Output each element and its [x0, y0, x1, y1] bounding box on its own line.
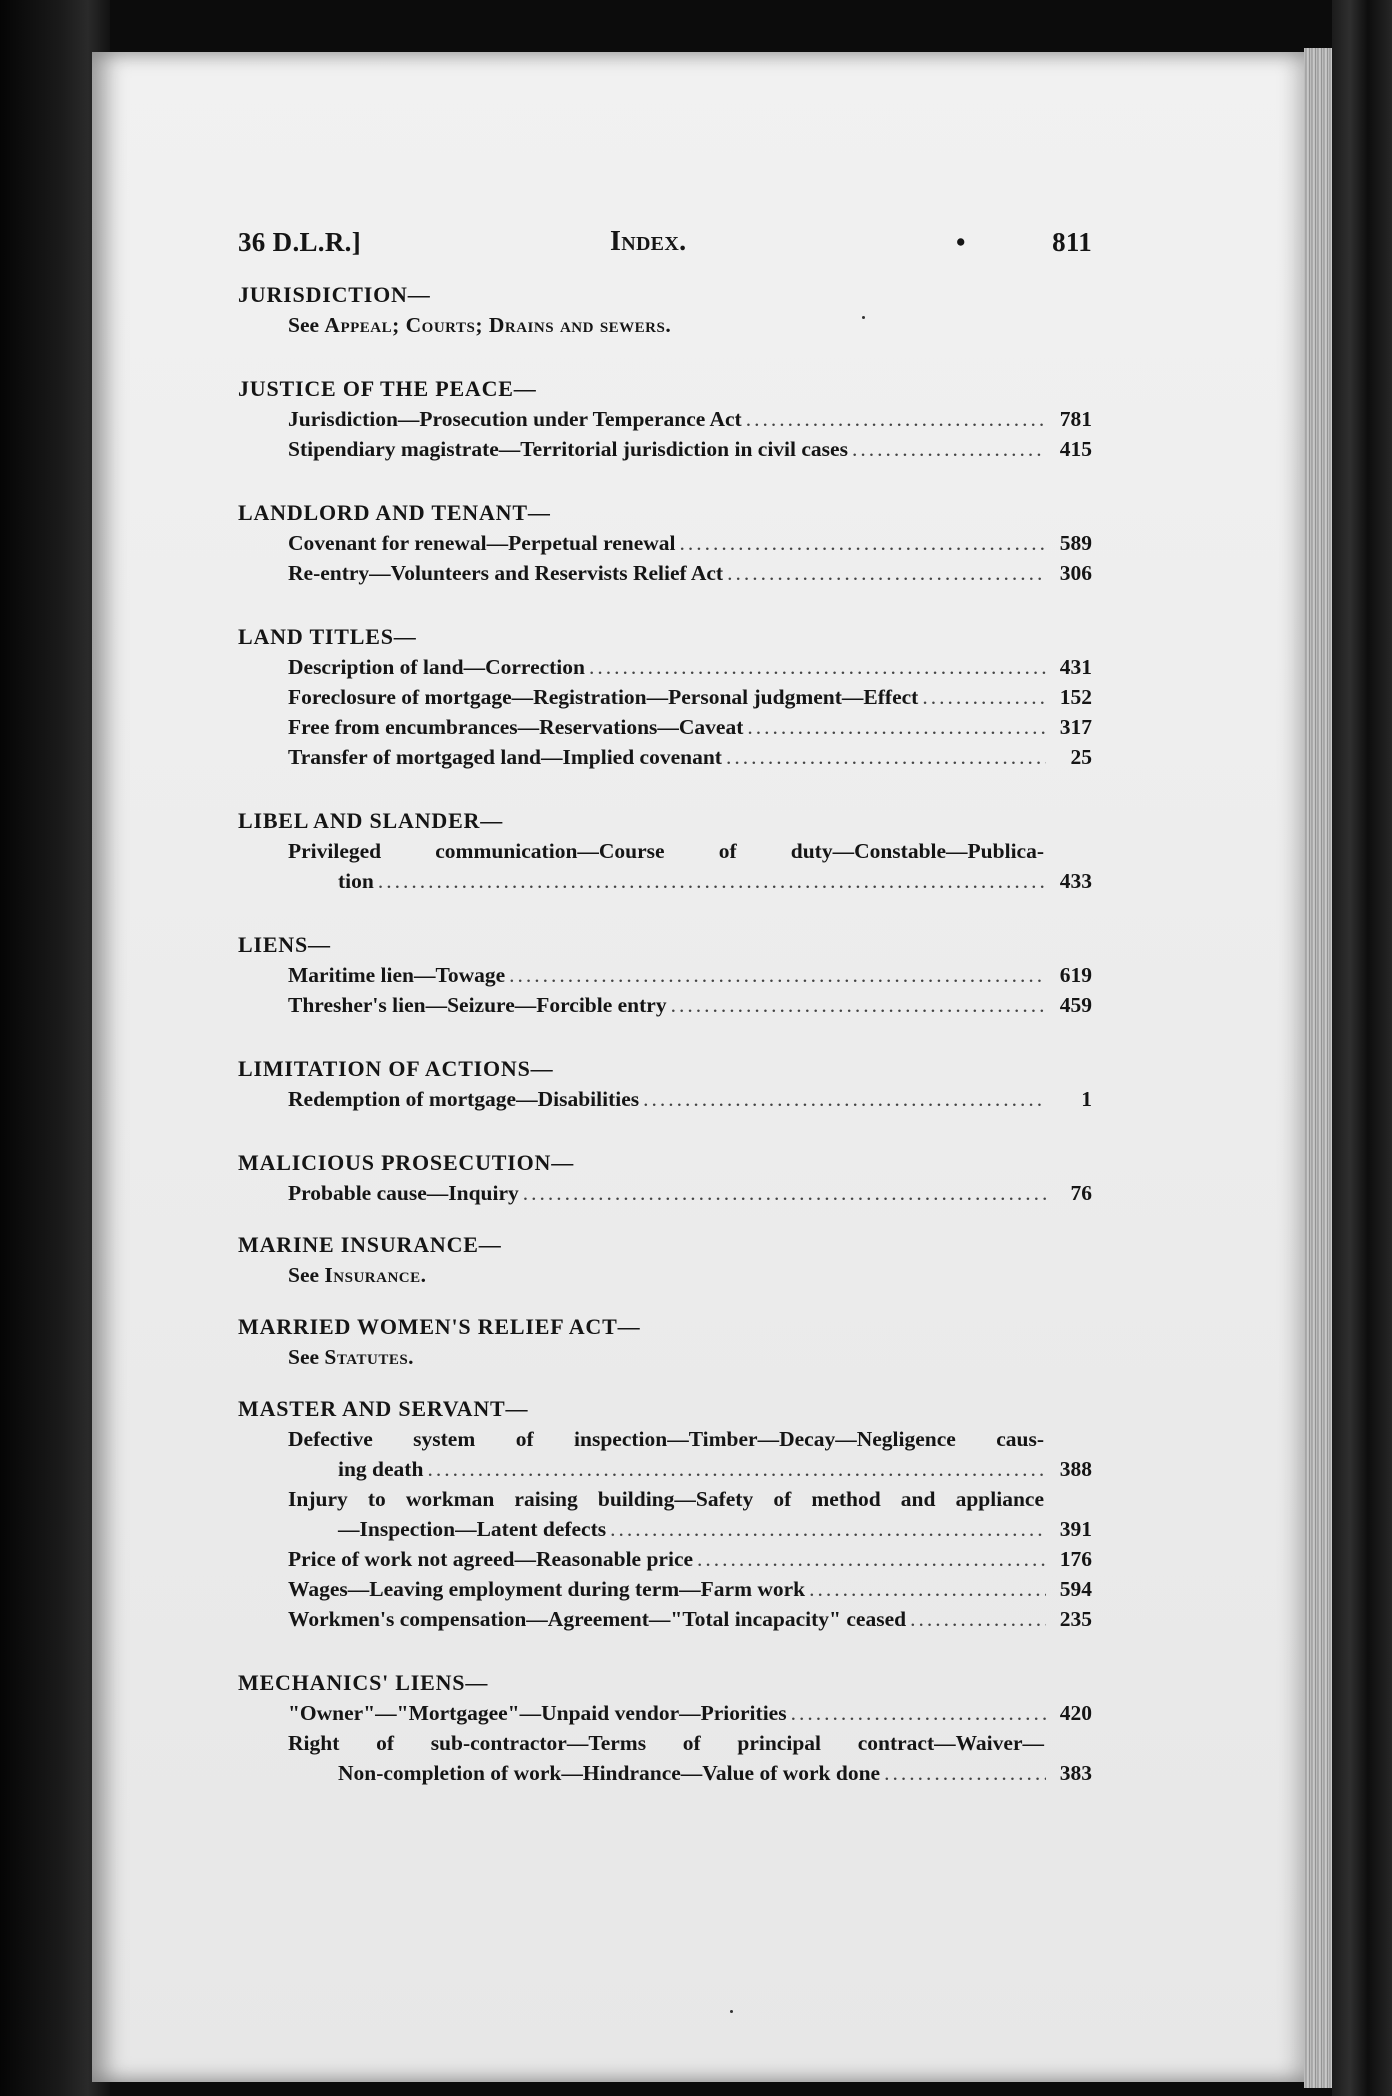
running-header — [238, 222, 1092, 262]
binding-right — [1332, 0, 1392, 2096]
section-heading: MALICIOUS PROSECUTION— — [238, 1150, 575, 1175]
entry-page-number: 235 — [1059, 1607, 1092, 1631]
see-prefix: See — [288, 1345, 320, 1369]
dot-leader — [643, 1084, 1046, 1114]
section-heading: MARINE INSURANCE— — [238, 1232, 502, 1257]
entry-text-line: Injury to workman raising building—Safety of method and appliance — [288, 1487, 1044, 1511]
entry-page-number: 391 — [1059, 1517, 1092, 1541]
entry-text: Probable cause—Inquiry — [288, 1181, 519, 1205]
dot-leader — [852, 434, 1046, 464]
dot-leader — [910, 1604, 1046, 1634]
index-section — [238, 280, 1092, 340]
dot-leader — [746, 404, 1046, 434]
section-heading: LIENS— — [238, 932, 331, 957]
entry-text: Redemption of mortgage—Disabilities — [288, 1087, 640, 1111]
entry-page-number: 433 — [1059, 869, 1092, 893]
entry-text: Jurisdiction—Prosecution under Temperance Act — [288, 407, 742, 431]
index-entry — [238, 434, 1092, 464]
entry-text: Workmen's compensation—Agreement—"Total incapacity" ceased — [288, 1607, 907, 1631]
section-heading: JUSTICE OF THE PEACE— — [238, 376, 537, 401]
index-content — [238, 222, 1092, 1788]
entry-text: "Owner"—"Mortgagee"—Unpaid vendor—Priorities — [288, 1701, 787, 1725]
index-entry — [238, 1514, 1092, 1544]
dot-leader — [378, 866, 1046, 896]
entry-text: Re-entry—Volunteers and Reservists Relief Act — [288, 561, 724, 585]
index-section — [238, 1312, 1092, 1372]
section-heading: LIMITATION OF ACTIONS— — [238, 1056, 554, 1081]
index-entry — [238, 528, 1092, 558]
index-section — [238, 1230, 1092, 1290]
index-section — [238, 374, 1092, 464]
entry-page-number: 176 — [1059, 1547, 1092, 1571]
entry-page-number: 589 — [1059, 531, 1092, 555]
index-entry — [238, 1698, 1092, 1728]
page-edge — [1304, 48, 1332, 2088]
entry-text-line: Privileged communication—Course of duty—Constable—Publica- — [288, 839, 1044, 863]
entry-page-number: 383 — [1059, 1761, 1092, 1785]
index-entry — [238, 960, 1092, 990]
section-heading: MECHANICS' LIENS— — [238, 1670, 489, 1695]
index-entry — [238, 652, 1092, 682]
entry-page-number: 388 — [1059, 1457, 1092, 1481]
entry-page-number: 76 — [1070, 1181, 1092, 1205]
index-entry — [238, 682, 1092, 712]
entry-text: Non-completion of work—Hindrance—Value of work done — [338, 1761, 881, 1785]
index-section — [238, 1668, 1092, 1788]
index-entry — [238, 558, 1092, 588]
index-entry — [238, 1574, 1092, 1604]
dot-leader — [747, 712, 1046, 742]
entry-page-number: 317 — [1059, 715, 1092, 739]
index-section — [238, 622, 1092, 772]
index-entry — [238, 866, 1092, 896]
dot-leader — [809, 1574, 1046, 1604]
see-reference — [238, 1260, 1092, 1290]
see-prefix: See — [288, 1263, 320, 1287]
dot-leader — [589, 652, 1046, 682]
entry-text: Foreclosure of mortgage—Registration—Personal judgment—Effect — [288, 685, 919, 709]
index-section — [238, 498, 1092, 588]
index-entry — [238, 1604, 1092, 1634]
entry-text-line: Right of sub-contractor—Terms of principal contract—Waiver— — [288, 1731, 1044, 1755]
entry-text: ing death — [338, 1457, 424, 1481]
entry-page-number: 306 — [1059, 561, 1092, 585]
entry-page-number: 420 — [1059, 1701, 1092, 1725]
dot-leader — [697, 1544, 1046, 1574]
section-heading: JURISDICTION— — [238, 282, 431, 307]
dot-leader — [884, 1758, 1046, 1788]
entry-text: Covenant for renewal—Perpetual renewal — [288, 531, 676, 555]
dot-leader — [671, 990, 1046, 1020]
index-entry — [238, 1178, 1092, 1208]
entry-page-number: 1 — [1081, 1087, 1092, 1111]
entry-page-number: 152 — [1059, 685, 1092, 709]
see-prefix: See — [288, 313, 320, 337]
entry-page-number: 25 — [1070, 745, 1092, 769]
entry-text-line: Defective system of inspection—Timber—Decay—Negligence caus- — [288, 1427, 1044, 1451]
entry-text: Price of work not agreed—Reasonable price — [288, 1547, 694, 1571]
dot-leader — [922, 682, 1046, 712]
see-reference — [238, 310, 1092, 340]
index-entry — [238, 404, 1092, 434]
index-entry — [238, 1758, 1092, 1788]
entry-text: Stipendiary magistrate—Territorial jurisdiction in civil cases — [288, 437, 848, 461]
index-entry — [238, 712, 1092, 742]
dot-leader — [509, 960, 1046, 990]
entry-text: tion — [338, 869, 374, 893]
entry-text: Thresher's lien—Seizure—Forcible entry — [288, 993, 667, 1017]
dot-leader — [680, 528, 1046, 558]
header-page-number: 811 — [1052, 227, 1092, 257]
index-section — [238, 1148, 1092, 1208]
see-refs: Statutes. — [324, 1345, 415, 1369]
see-reference — [238, 1342, 1092, 1372]
entry-text: Maritime lien—Towage — [288, 963, 506, 987]
index-entry — [238, 1084, 1092, 1114]
dot-leader — [427, 1454, 1046, 1484]
entry-text: Free from encumbrances—Reservations—Caveat — [288, 715, 744, 739]
section-heading: LAND TITLES— — [238, 624, 417, 649]
dot-leader — [726, 742, 1046, 772]
index-section — [238, 1394, 1092, 1634]
entry-text: —Inspection—Latent defects — [338, 1517, 607, 1541]
entry-page-number: 459 — [1059, 993, 1092, 1017]
dot-leader — [610, 1514, 1046, 1544]
section-heading: MASTER AND SERVANT— — [238, 1396, 529, 1421]
index-entry — [238, 1454, 1092, 1484]
header-volume: 36 D.L.R.] — [238, 227, 361, 257]
entry-page-number: 415 — [1059, 437, 1092, 461]
index-section — [238, 930, 1092, 1020]
entry-text: Transfer of mortgaged land—Implied covenant — [288, 745, 722, 769]
entry-text: Description of land—Correction — [288, 655, 585, 679]
index-sections — [238, 280, 1092, 1788]
index-entry — [238, 990, 1092, 1020]
index-section — [238, 806, 1092, 896]
header-dot: • — [956, 227, 966, 257]
index-entry — [238, 742, 1092, 772]
scan-speck — [730, 2010, 733, 2013]
dot-leader — [523, 1178, 1046, 1208]
index-section — [238, 1054, 1092, 1114]
section-heading: LANDLORD AND TENANT— — [238, 500, 551, 525]
dot-leader — [727, 558, 1046, 588]
entry-text: Wages—Leaving employment during term—Farm work — [288, 1577, 806, 1601]
entry-page-number: 619 — [1059, 963, 1092, 987]
see-refs: Insurance. — [324, 1263, 427, 1287]
entry-page-number: 781 — [1059, 407, 1092, 431]
section-heading: LIBEL AND SLANDER— — [238, 808, 504, 833]
dot-leader — [791, 1698, 1046, 1728]
header-title: Index. — [610, 226, 687, 257]
see-refs: Appeal; Courts; Drains and sewers. — [324, 313, 672, 337]
entry-page-number: 431 — [1059, 655, 1092, 679]
entry-page-number: 594 — [1059, 1577, 1092, 1601]
section-heading: MARRIED WOMEN'S RELIEF ACT— — [238, 1314, 641, 1339]
index-entry — [238, 1544, 1092, 1574]
